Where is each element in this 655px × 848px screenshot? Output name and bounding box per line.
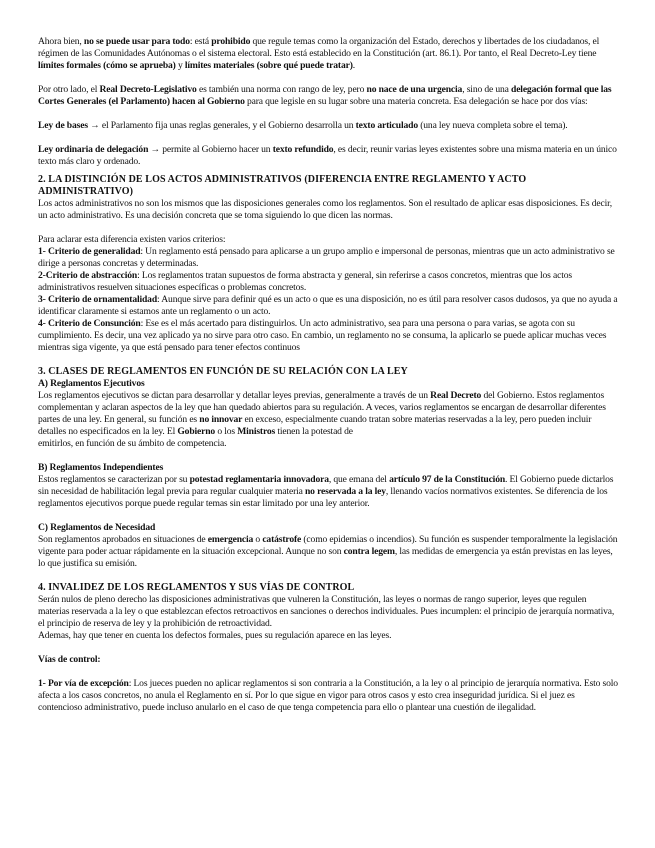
section-4-title: 4. INVALIDEZ DE LOS REGLAMENTOS Y SUS VÍAS DE CONTROL [38,582,355,593]
paragraph-limits: Ahora bien, no se puede usar para todo: está prohibido que regule temas como la organización del Estado, derechos y libertades de los ciudadanos, el régimen de las Comunidades Autónomas o el sistema electoral. Esto está establecido en la Constitución (art. 86.1). Por tanto, el Real Decreto-Ley tiene límites formales (cómo se aprueba) y límites materiales (sobre qué puede tratar). [38,36,600,71]
section-3-title: 3. CLASES DE REGLAMENTOS EN FUNCIÓN DE SU RELACIÓN CON LA LEY [38,366,408,377]
paragraph-ley-de-bases: Ley de bases → el Parlamento fija unas reglas generales, y el Gobierno desarrolla un texto articulado (una ley nueva completa sobre el tema). [38,120,568,131]
subsection-a-body: Los reglamentos ejecutivos se dictan para desarrollar y detallar leyes previas, generalmente a través de un Real Decreto del Gobierno. Estos reglamentos complementan y aclaran aspectos de la ley que han quedado abiertos para su regulación. A veces, varios reglamentos se encargan de desarrollar diferentes partes de una ley. En general, su función es no innovar en exceso, especialmente cuando tratan sobre materias reservadas a la ley, pero pueden incluir detalles no especificados en la ley. El Gobierno o los Ministros tienen la potestad de [38,390,606,437]
section-4-note: Ademas, hay que tener en cuenta los defectos formales, pues su regulación aparece en las leyes. [38,630,392,641]
section-4-body: Serán nulos de pleno derecho las disposiciones administrativas que vulneren la Constitución, las leyes o normas de rango superior, leyes que regulen materias reservada a la ley o que establezcan efectos retroactivos en sanciones o derechos individuales. Pues incumplen: el principio de jerarquía normativa, el principio de reserva de ley y la prohibición de retroactividad. [38,594,615,629]
subsection-c-heading: C) Reglamentos de Necesidad [38,522,156,533]
paragraph-decreto-legislativo: Por otro lado, el Real Decreto-Legislativo es también una norma con rango de ley, pero no nace de una urgencia, sino de una delegación formal que las Cortes Generales (el Parlamento) hacen al Gobierno para que legisle en su lugar sobre una materia concreta. Esa delegación se hace por dos vías: [38,84,612,107]
criterion-generalidad: 1- Criterio de generalidad: Un reglamento está pensado para aplicarse a un grupo amplio e impersonal de personas, mientras que un acto administrativo se dirige a personas concretas y determinadas. [38,246,615,269]
section-2-title: 2. LA DISTINCIÓN DE LOS ACTOS ADMINISTRATIVOS (DIFERENCIA ENTRE REGLAMENTO Y ACTO ADMINISTRATIVO) [38,174,527,197]
section-2-intro: Los actos administrativos no son los mismos que las disposiciones generales como los reglamentos. Son el resultado de aplicar esas disposiciones. Es decir, un acto administrativo. Es una decisión concreta que se toma siguiendo lo que dicen las normas. [38,198,612,221]
subsection-b-body: Estos reglamentos se caracterizan por su potestad reglamentaria innovadora, que emana del artículo 97 de la Constitución. El Gobierno puede dictarlos sin necesidad de habilitación legal previa para regular cualquier materia no reservada a la ley, llenando vacíos normativos existentes. Se diferencia de los reglamentos ejecutivos porque puede regular temas sin estar limitado por una ley anterior. [38,474,614,509]
criterion-ornamentalidad: 3- Criterio de ornamentalidad: Aunque sirve para definir qué es un acto o que es una disposición, no es útil para resolver casos dudosos, ya que no ayuda a identificar claramente si estamos ante un reglamento o un acto. [38,294,618,317]
control-via-excepcion: 1- Por vía de excepción: Los jueces pueden no aplicar reglamentos si son contraria a la Constitución, a la ley o al principio de jerarquía normativa. Esto solo afecta a los casos concretos, no anula el Reglamento en sí. Por lo que sigue en vigor para otros casos y esto crea inseguridad jurídica. Si el juez es contencioso administrativo, puede incluso anularlo en el caso de que tenga competencia para ello o plantear una cuestión de ilegalidad. [38,678,618,713]
criteria-lead: Para aclarar esta diferencia existen varios criterios: [38,234,226,245]
control-ways-heading: Vías de control: [38,654,101,665]
subsection-a-body-end: emitirlos, en función de su ámbito de competencia. [38,438,227,449]
criterion-abstraccion: 2-Criterio de abstracción: Los reglamentos tratan supuestos de forma abstracta y general, sin referirse a casos concretos, mientras que los actos administrativos resuelven situaciones específicas o problemas concretos. [38,270,572,293]
criterion-consuncion: 4- Criterio de Consunción: Ese es el más acertado para distinguirlos. Un acto administrativo, sea para una persona o para varias, se agota con su cumplimiento. Es decir, una vez aplicado ya no sirve para otro caso. En cambio, un reglamento no se consuma, la aplicarlo se puede aplicar muchas veces mientras siga vigente, ya que está pensado para tener efectos continuos [38,318,607,353]
subsection-a-heading: A) Reglamentos Ejecutivos [38,378,145,389]
subsection-c-body: Son reglamentos aprobados en situaciones de emergencia o catástrofe (como epidemias o incendios). Su función es suspender temporalmente la legislación vigente para poder actuar rápidamente en la situación excepcional. Aunque no son contra legem, las medidas de emergencia ya están previstas en las leyes, lo que justifica su emisión. [38,534,618,569]
paragraph-ley-ordinaria: Ley ordinaria de delegación → permite al Gobierno hacer un texto refundido, es decir, reunir varias leyes existentes sobre una misma materia en un único texto más claro y ordenado. [38,144,617,167]
subsection-b-heading: B) Reglamentos Independientes [38,462,164,473]
